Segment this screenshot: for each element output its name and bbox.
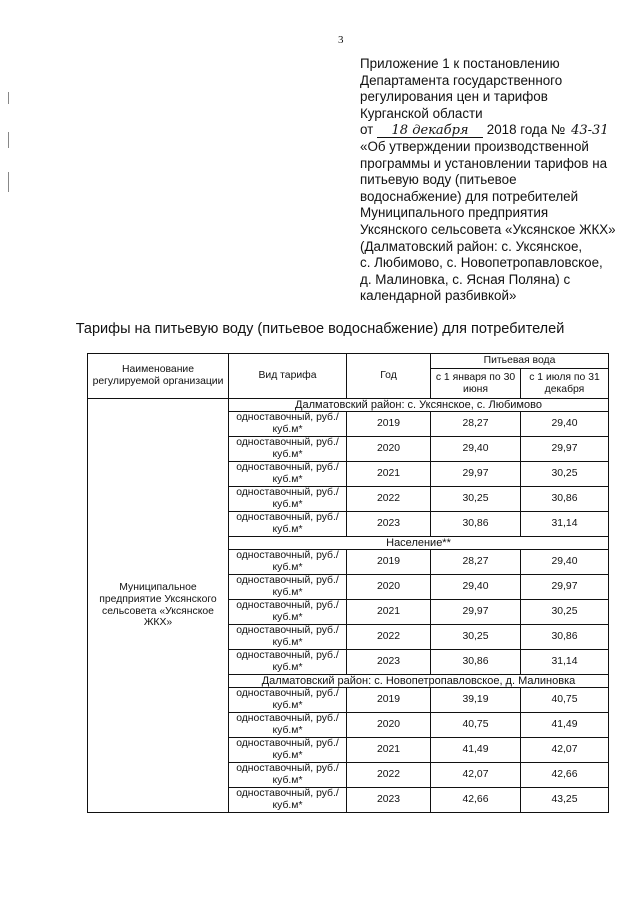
- subject-line: «Об утверждении производственной: [360, 138, 589, 154]
- tariff-type-cell: одноставочный, руб./куб.м*: [229, 512, 347, 537]
- year-cell: 2020: [347, 437, 431, 462]
- year-cell: 2021: [347, 600, 431, 625]
- period-1-value: 42,66: [431, 788, 521, 813]
- period-1-value: 30,86: [431, 650, 521, 675]
- period-2-value: 29,97: [521, 575, 609, 600]
- subject-line: Муниципального предприятия: [360, 205, 549, 221]
- period-2-value: 29,40: [521, 412, 609, 437]
- group-title: Население**: [229, 537, 609, 550]
- appendix-line: Курганской области: [360, 105, 483, 121]
- header-water: Питьевая вода: [431, 354, 609, 369]
- subject-line: д. Малиновка, с. Ясная Поляна) с: [360, 271, 571, 287]
- group-header-row: [88, 399, 609, 412]
- header-period-1: с 1 января по 30 июня: [431, 369, 521, 399]
- handwritten-number: 43-31: [571, 123, 609, 139]
- period-2-value: 30,25: [521, 462, 609, 487]
- tariff-type-cell: одноставочный, руб./куб.м*: [229, 462, 347, 487]
- year-cell: 2019: [347, 550, 431, 575]
- period-2-value: 30,86: [521, 487, 609, 512]
- appendix-line: Департамента государственного: [360, 72, 563, 88]
- period-1-value: 42,07: [431, 763, 521, 788]
- year-cell: 2023: [347, 512, 431, 537]
- period-1-value: 29,40: [431, 437, 521, 462]
- tariff-type-cell: одноставочный, руб./куб.м*: [229, 437, 347, 462]
- tariff-type-cell: одноставочный, руб./куб.м*: [229, 487, 347, 512]
- subject-line: питьевую воду (питьевое: [360, 172, 517, 188]
- tariff-type-cell: одноставочный, руб./куб.м*: [229, 625, 347, 650]
- group-title: Далматовский район: с. Новопетропавловское, д. Малиновка: [229, 675, 609, 688]
- appendix-line: регулирования цен и тарифов: [360, 89, 548, 105]
- year-cell: 2020: [347, 713, 431, 738]
- subject-line: водоснабжение) для потребителей: [360, 188, 579, 204]
- period-1-value: 41,49: [431, 738, 521, 763]
- subject-line: (Далматовский район: с. Уксянское,: [360, 238, 583, 254]
- period-2-value: 30,86: [521, 625, 609, 650]
- tariff-type-cell: одноставочный, руб./куб.м*: [229, 600, 347, 625]
- appendix-block: [360, 56, 630, 305]
- period-1-value: 30,86: [431, 512, 521, 537]
- organization-cell: Муниципальное предприятие Уксянского сельсовета «Уксянское ЖКХ»: [88, 399, 229, 813]
- period-1-value: 40,75: [431, 713, 521, 738]
- tariff-type-cell: одноставочный, руб./куб.м*: [229, 412, 347, 437]
- period-1-value: 29,40: [431, 575, 521, 600]
- year-cell: 2019: [347, 412, 431, 437]
- appendix-line: Приложение 1 к постановлению: [360, 56, 560, 71]
- year-cell: 2021: [347, 462, 431, 487]
- subject-line: с. Любимово, с. Новопетропавловское,: [360, 255, 603, 271]
- year-cell: 2021: [347, 738, 431, 763]
- year-cell: 2022: [347, 487, 431, 512]
- period-1-value: 28,27: [431, 412, 521, 437]
- year-cell: 2023: [347, 788, 431, 813]
- tariff-type-cell: одноставочный, руб./куб.м*: [229, 550, 347, 575]
- tariff-type-cell: одноставочный, руб./куб.м*: [229, 575, 347, 600]
- appendix-date-line: [360, 122, 630, 139]
- period-2-value: 42,66: [521, 763, 609, 788]
- period-2-value: 31,14: [521, 650, 609, 675]
- table-title: Тарифы на питьевую воду (питьевое водоснабжение) для потребителей: [75, 321, 565, 337]
- header-year: Год: [347, 354, 431, 399]
- year-cell: 2020: [347, 575, 431, 600]
- year-text: 2018 года №: [486, 122, 566, 138]
- period-1-value: 30,25: [431, 625, 521, 650]
- header-org: Наименование регулируемой организации: [88, 354, 229, 399]
- subject-line: Уксянского сельсовета «Уксянское ЖКХ»: [360, 221, 616, 237]
- period-2-value: 29,97: [521, 437, 609, 462]
- period-2-value: 30,25: [521, 600, 609, 625]
- period-2-value: 31,14: [521, 512, 609, 537]
- period-1-value: 30,25: [431, 487, 521, 512]
- period-1-value: 28,27: [431, 550, 521, 575]
- header-tariff-type: Вид тарифа: [229, 354, 347, 399]
- tariff-type-cell: одноставочный, руб./куб.м*: [229, 738, 347, 763]
- period-1-value: 39,19: [431, 688, 521, 713]
- period-1-value: 29,97: [431, 600, 521, 625]
- tariff-table: [87, 353, 609, 813]
- year-cell: 2022: [347, 763, 431, 788]
- year-cell: 2019: [347, 688, 431, 713]
- tariff-type-cell: одноставочный, руб./куб.м*: [229, 788, 347, 813]
- period-2-value: 29,40: [521, 550, 609, 575]
- tariff-type-cell: одноставочный, руб./куб.м*: [229, 688, 347, 713]
- tariff-type-cell: одноставочный, руб./куб.м*: [229, 713, 347, 738]
- handwritten-date: 18 декабря: [377, 124, 483, 138]
- subject-line: календарной разбивкой»: [360, 288, 517, 304]
- subject-line: программы и установлении тарифов на: [360, 155, 608, 171]
- header-period-2: с 1 июля по 31 декабря: [521, 369, 609, 399]
- period-2-value: 41,49: [521, 713, 609, 738]
- period-2-value: 42,07: [521, 738, 609, 763]
- group-title: Далматовский район: с. Уксянское, с. Любимово: [229, 399, 609, 412]
- year-cell: 2023: [347, 650, 431, 675]
- page-number: 3: [338, 34, 344, 46]
- period-2-value: 43,25: [521, 788, 609, 813]
- date-prefix: от: [360, 122, 374, 138]
- table-header-row: [88, 354, 609, 369]
- period-1-value: 29,97: [431, 462, 521, 487]
- year-cell: 2022: [347, 625, 431, 650]
- period-2-value: 40,75: [521, 688, 609, 713]
- tariff-type-cell: одноставочный, руб./куб.м*: [229, 650, 347, 675]
- tariff-type-cell: одноставочный, руб./куб.м*: [229, 763, 347, 788]
